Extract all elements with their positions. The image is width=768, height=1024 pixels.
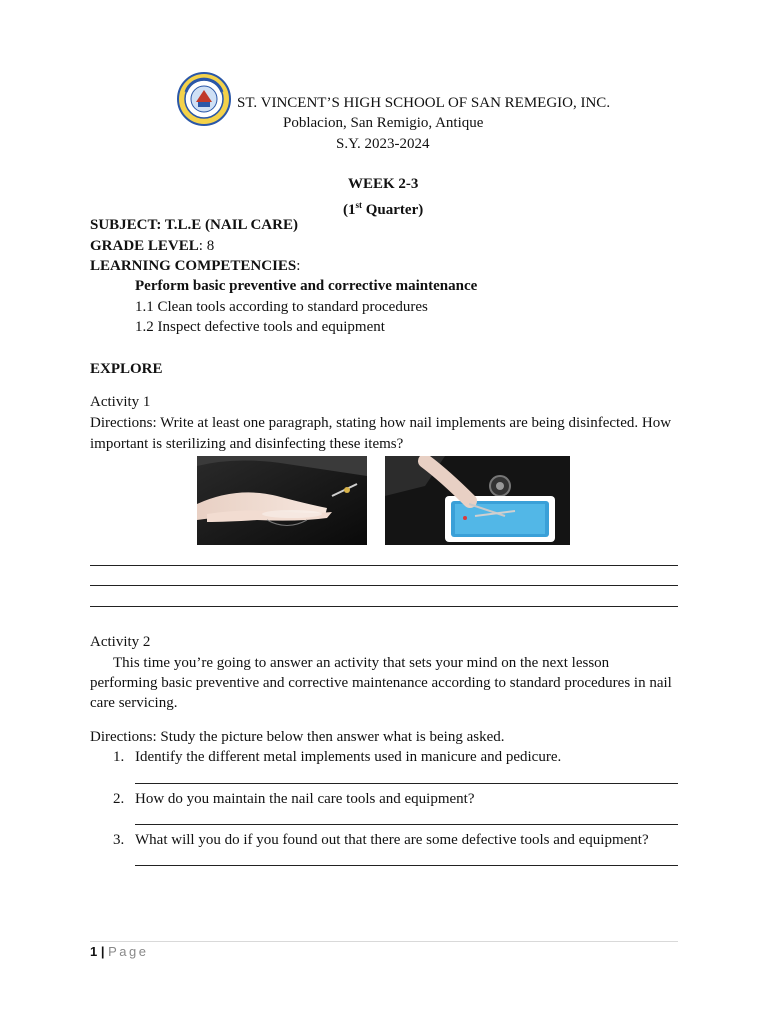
question-number: 1. (113, 749, 125, 765)
competencies-label: LEARNING COMPETENCIES: (90, 258, 301, 274)
activity2-intro-end: care servicing. (90, 695, 178, 711)
activity2-title: Activity 2 (90, 634, 151, 650)
question-text: How do you maintain the nail care tools and equipment? (135, 791, 475, 807)
answer-line[interactable] (135, 865, 678, 866)
footer-separator: | (97, 944, 109, 959)
week-title: WEEK 2-3 (348, 176, 419, 192)
school-year: S.Y. 2023-2024 (336, 136, 430, 152)
competency-item: 1.2 Inspect defective tools and equipment (135, 319, 385, 335)
competency-item: 1.1 Clean tools according to standard procedures (135, 299, 428, 315)
explore-heading: EXPLORE (90, 361, 163, 377)
question-number: 3. (113, 832, 125, 848)
answer-line[interactable] (90, 606, 678, 607)
answer-line[interactable] (90, 585, 678, 586)
activity2-directions: Directions: Study the picture below then answer what is being asked. (90, 729, 505, 745)
question-text: Identify the different metal implements used in manicure and pedicure. (135, 749, 562, 765)
activity1-title: Activity 1 (90, 394, 151, 410)
page-footer (90, 944, 148, 959)
hands-washing-photo (197, 456, 367, 545)
school-logo (176, 72, 232, 126)
page-number: 1 (90, 944, 98, 959)
activity1-directions-cont: important is sterilizing and disinfecting these items? (90, 436, 404, 452)
subject-label: SUBJECT: T.L.E (NAIL CARE) (90, 217, 298, 233)
page-label: Page (108, 944, 149, 959)
activity2-intro-cont: performing basic preventive and corrective maintenance according to standard procedures in nail (90, 675, 672, 691)
quarter-title: (1st Quarter) (343, 200, 424, 218)
answer-line[interactable] (135, 824, 678, 825)
school-address: Poblacion, San Remigio, Antique (283, 115, 484, 131)
answer-line[interactable] (90, 565, 678, 566)
school-name: ST. VINCENT’S HIGH SCHOOL OF SAN REMEGIO, INC. (237, 95, 611, 111)
question-text: What will you do if you found out that there are some defective tools and equipment? (135, 832, 649, 848)
answer-line[interactable] (135, 783, 678, 784)
activity2-intro: This time you’re going to answer an activity that sets your mind on the next lesson (113, 655, 610, 671)
footer-divider (90, 941, 678, 942)
activity1-directions: Directions: Write at least one paragraph, stating how nail implements are being disinfected. How (90, 415, 672, 431)
grade-level: GRADE LEVEL: 8 (90, 238, 215, 254)
competency-main: Perform basic preventive and corrective maintenance (135, 278, 478, 294)
question-number: 2. (113, 791, 125, 807)
tools-soaking-photo (385, 456, 570, 545)
